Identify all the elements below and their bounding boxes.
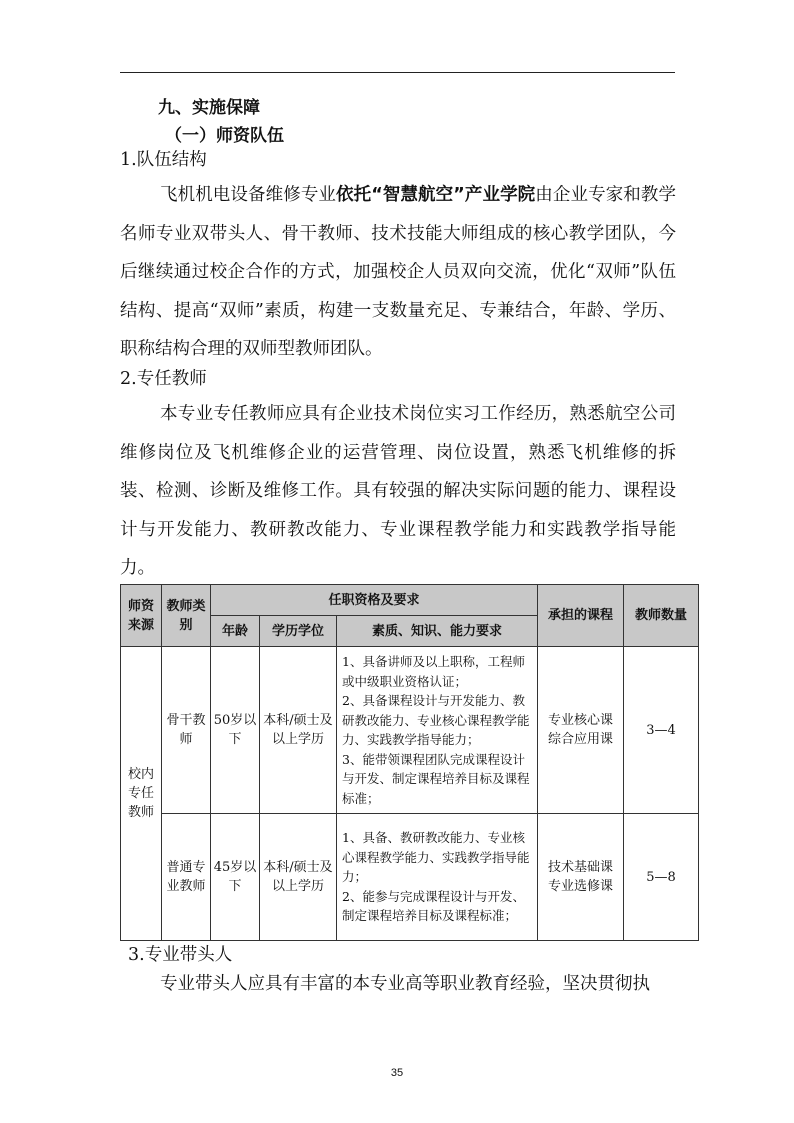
requirement-line: 2、具备课程设计与开发能力、教研教改能力、专业核心课程教学能力、实践教学指导能力； bbox=[342, 693, 530, 747]
cell-requirements bbox=[337, 647, 538, 814]
emphasis-industry-college: 依托“智慧航空”产业学院 bbox=[336, 185, 536, 205]
item-heading-team-structure: 1.队伍结构 bbox=[120, 150, 207, 170]
course-name: 技术基础课 bbox=[548, 860, 614, 875]
header-source: 师资来源 bbox=[121, 585, 162, 647]
header-age: 年龄 bbox=[211, 616, 260, 647]
paragraph-program-leader: 专业带头人应具有丰富的本专业高等职业教育经验，坚决贯彻执 bbox=[160, 974, 650, 994]
teacher-requirements-table bbox=[120, 584, 699, 941]
cell-degree: 本科/硕士及以上学历 bbox=[260, 814, 337, 941]
course-name: 专业核心课 bbox=[548, 713, 614, 728]
header-degree: 学历学位 bbox=[260, 616, 337, 647]
header-requirements: 素质、知识、能力要求 bbox=[337, 616, 538, 647]
requirement-line: 3、能带领课程团队完成课程设计与开发、制定课程培养目标及课程标准； bbox=[342, 751, 530, 806]
cell-courses bbox=[538, 814, 624, 941]
cell-courses bbox=[538, 647, 624, 814]
item-heading-full-time-teachers: 2.专任教师 bbox=[120, 369, 207, 389]
cell-age: 50岁以下 bbox=[211, 647, 260, 814]
page-number: 35 bbox=[390, 1067, 404, 1079]
cell-source: 校内专任教师 bbox=[121, 647, 162, 941]
requirement-line: 1、具备、教研教改能力、专业核心课程教学能力、实践教学指导能力； bbox=[342, 830, 530, 885]
course-name: 综合应用课 bbox=[548, 732, 614, 747]
header-courses: 承担的课程 bbox=[538, 585, 624, 647]
cell-age: 45岁以下 bbox=[211, 814, 260, 941]
header-qualification-group: 任职资格及要求 bbox=[211, 585, 538, 616]
cell-count: 3—4 bbox=[624, 647, 699, 814]
requirement-line: 2、能参与完成课程设计与开发、制定课程培养目标及课程标准； bbox=[342, 888, 525, 924]
paragraph-team-structure: 飞机机电设备维修专业依托“智慧航空”产业学院由企业专家和教学名师专业双带头人、骨干教师、技术技能大师组成的核心教学团队，今后继续通过校企合作的方式，加强校企人员双向交流，优化“双师”队伍结构、提高“双师”素质，构建一支数量充足、专兼结合，年龄、学历、职称结构合理的双师型教师团队。 bbox=[120, 185, 677, 359]
header-category: 教师类别 bbox=[162, 585, 211, 647]
cell-degree: 本科/硕士及以上学历 bbox=[260, 647, 337, 814]
requirement-line: 1、具备讲师及以上职称，工程师或中级职业资格认证； bbox=[342, 654, 525, 689]
table-row bbox=[121, 814, 699, 941]
table-row bbox=[121, 647, 699, 814]
header-rule bbox=[120, 72, 675, 73]
item-heading-program-leader: 3.专业带头人 bbox=[128, 945, 233, 965]
cell-category: 骨干教师 bbox=[162, 647, 211, 814]
section-heading: 九、实施保障 bbox=[158, 98, 260, 118]
paragraph-full-time-teachers: 本专业专任教师应具有企业技术岗位实习工作经历，熟悉航空公司维修岗位及飞机维修企业的运营管理、岗位设置，熟悉飞机维修的拆装、检测、诊断及维修工作。具有较强的解决实际问题的能力、课程设计与开发能力、教研教改能力、专业课程教学能力和实践教学指导能力。 bbox=[120, 404, 676, 578]
subsection-heading: （一）师资队伍 bbox=[165, 126, 284, 146]
cell-requirements bbox=[337, 814, 538, 941]
header-count: 教师数量 bbox=[624, 585, 699, 647]
course-name: 专业选修课 bbox=[548, 879, 614, 894]
cell-count: 5—8 bbox=[624, 814, 699, 941]
cell-category: 普通专业教师 bbox=[162, 814, 211, 941]
